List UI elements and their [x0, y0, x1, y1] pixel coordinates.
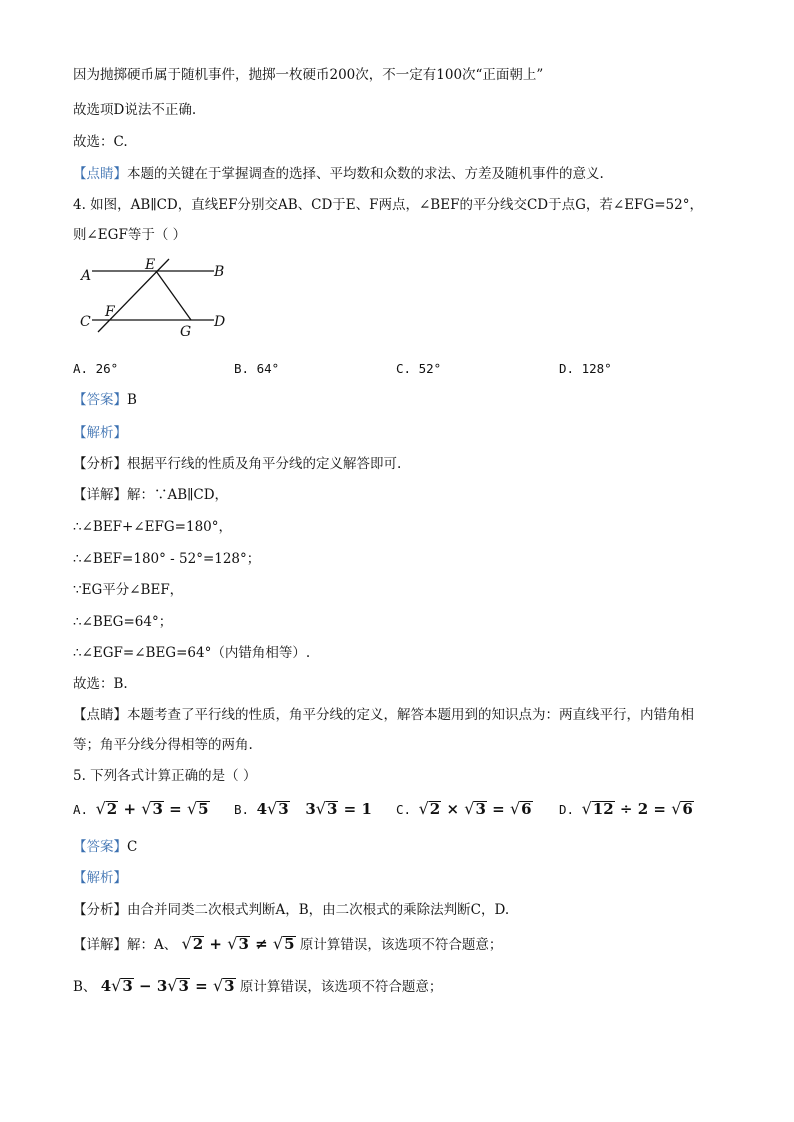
label-c: C — [80, 314, 91, 330]
q5-option-a[interactable]: A. √2 + √3 = √5 — [73, 799, 209, 818]
answer-line — [73, 391, 137, 409]
q5-detail-line: 【详解】解：A、 √2 + √3 ≠ √5 原计算错误，该选项不符合题意； — [73, 934, 503, 953]
label-b: B — [214, 264, 225, 280]
step-line: ∴∠BEF=180° - 52°=128°； — [73, 551, 261, 567]
q5-option-c[interactable]: C. √2 × √3 = √6 — [396, 799, 532, 818]
step-line: 故选：B. — [73, 676, 128, 692]
answer-tag: 【答案】 — [73, 392, 127, 408]
label-g: G — [180, 324, 192, 340]
note-line — [73, 165, 604, 183]
line-ef — [98, 259, 169, 332]
analysis-text: 根据平行线的性质及角平分线的定义解答即可. — [127, 456, 402, 472]
option-d[interactable]: D. 128° — [559, 361, 612, 376]
analysis-tag: 【分析】 — [73, 456, 127, 472]
label-a: A — [81, 268, 92, 284]
label-f: F — [105, 304, 115, 320]
question-5-stem: 5. 下列各式计算正确的是（ ） — [73, 768, 257, 784]
q5-option-b[interactable]: B. 4√3 3√3 = 1 — [234, 799, 372, 818]
note-line — [73, 706, 694, 724]
detail-tag: 【详解】 — [73, 487, 127, 503]
parallel-lines-figure — [74, 256, 234, 346]
note-text: 本题考查了平行线的性质，角平分线的定义，解答本题用到的知识点为：两直线平行，内错角相 — [127, 707, 694, 723]
option-b[interactable]: B. 64° — [234, 361, 280, 376]
answer-tag: 【答案】 — [73, 839, 127, 855]
analysis-line — [73, 455, 401, 473]
q5-answer-line — [73, 838, 137, 856]
detail-line — [73, 486, 228, 504]
note-text: 本题的关键在于掌握调查的选择、平均数和众数的求法、方差及随机事件的意义. — [127, 166, 604, 182]
q5-detail-b-line: B、 4√3 − 3√3 = √3 原计算错误，该选项不符合题意； — [73, 976, 443, 995]
line-eg — [156, 271, 191, 320]
option-a[interactable]: A. 26° — [73, 361, 119, 376]
text-line: 因为抛掷硬币属于随机事件，抛掷一枚硬币200次，不一定有100次“正面朝上” — [73, 67, 544, 83]
jiexi-tag: 【解析】 — [73, 425, 127, 441]
text-line: 故选：C. — [73, 134, 128, 150]
analysis-text: 由合并同类二次根式判断A，B，由二次根式的乘除法判断C，D. — [127, 902, 510, 918]
note-line-cont: 等；角平分线分得相等的两角. — [73, 737, 253, 753]
text-line: 故选项D说法不正确. — [73, 102, 197, 118]
analysis-tag: 【分析】 — [73, 902, 127, 918]
option-c[interactable]: C. 52° — [396, 361, 442, 376]
q5-jiexi-tag: 【解析】 — [73, 870, 127, 886]
label-d: D — [214, 314, 226, 330]
detail-text: 解：∵AB∥CD， — [127, 487, 229, 503]
step-line: ∴∠EGF=∠BEG=64°（内错角相等）. — [73, 645, 311, 661]
answer-value: C — [127, 839, 138, 855]
label-e: E — [145, 257, 156, 273]
note-tag: 【点睛】 — [73, 166, 127, 182]
question-4-stem: 4. 如图，AB∥CD，直线EF分别交AB、CD于E、F两点，∠BEF的平分线交CD于点G，若∠EFG=52°， — [73, 197, 703, 213]
step-line: ∴∠BEG=64°； — [73, 614, 173, 630]
answer-value: B — [127, 392, 137, 408]
note-tag: 【点睛】 — [73, 707, 127, 723]
question-4-stem-cont: 则∠EGF等于（ ） — [73, 227, 187, 243]
q5-option-d[interactable]: D. √12 ÷ 2 = √6 — [559, 799, 693, 818]
step-line: ∵EG平分∠BEF， — [73, 582, 184, 598]
detail-tag: 【详解】 — [73, 937, 127, 953]
q5-analysis-line — [73, 901, 509, 919]
step-line: ∴∠BEF+∠EFG=180°， — [73, 519, 233, 535]
